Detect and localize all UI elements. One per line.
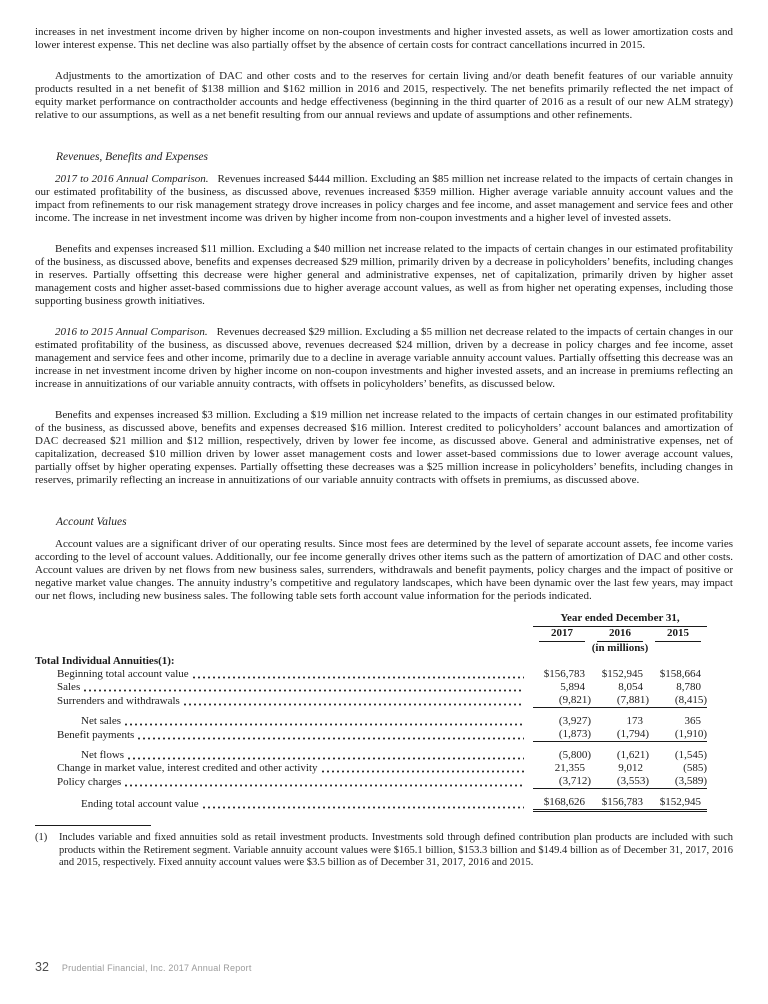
intro-paragraph: Adjustments to the amortization of DAC and other costs and to the reserves for certain living and/or death benefit features of our variable annuity products resulted in a net benefit of $138 million and $162 million in 2016 and 2015, respectively. The net benefits primarily reflected the net impact of equity market performance on contractholder accounts and hedge effectiveness (beginning in the third quarter of 2016 as a result of our new ALM strategy) relative to our assumptions, as well as a net benefit resulting from our annual reviews and update of assumptions and other refinements. [35, 70, 733, 121]
page-number: 32 [35, 960, 49, 974]
dot-leader [193, 676, 524, 679]
table-group-label-row [35, 655, 707, 668]
footnote-marker: (1) [35, 832, 48, 843]
year-column-header: 2015 [649, 627, 707, 642]
table-units-row [35, 642, 707, 655]
table-value-cell: 365 [684, 715, 701, 727]
table-row-label: Beginning total account value [35, 668, 533, 681]
dot-leader [184, 703, 524, 706]
table-value-cell: (1,873) [533, 728, 591, 742]
table-row [35, 775, 707, 789]
table-value-cell: (3,712) [533, 775, 591, 789]
table-row-label: Change in market value, interest credited and other activity [35, 762, 533, 775]
table-row-label: Sales [35, 681, 533, 694]
year-column-header: 2017 [533, 627, 591, 642]
account-values-table [35, 612, 707, 812]
year-column-header: 2016 [591, 627, 649, 642]
table-value-cell: (1,545) [674, 749, 707, 761]
table-value-cell: $158,664 [659, 668, 701, 680]
paragraph-text: Revenues decreased $29 million. Excluding a $5 million net decrease related to the impacts of certain changes in our estimated profitability of the business, as discussed above, revenues decreased $24 million, driven by a decrease in policy charges and fee income, asset management and service fees and other income, primarily due to a decline in average variable annuity account values. Partially offsetting this decrease was an increase in net investment income driven by higher income on non-coupon investments and higher invested assets, and an increase in premiums reflecting an increase in annuitizations of our variable annuity contracts, with offsets in policyholders’ benefits, as discussed below. [35, 326, 734, 390]
paragraph-2017-2016-comparison [35, 173, 733, 225]
paragraph-text: Revenues increased $444 million. Excluding an $85 million net increase related to the impacts of certain changes in our estimated profitability of the business, as discussed above, revenues increased $359 million. Higher average variable annuity account values and the impact from refinements to our risk management strategy drove increases in policy charges and fee income, and asset management and service fees and other income. The increase in net investment income was driven by higher income from non-coupon investments and a higher level of invested assets. [35, 173, 734, 224]
table-value-cell: (1,794) [591, 728, 649, 742]
paragraph-text: Benefits and expenses increased $3 million. Excluding a $19 million net increase related to the impacts of certain changes in our estimated profitability of the business, as discussed above, benefits and expenses decreased $16 million. Interest credited to policyholders’ account balances and amortization of DAC decreased $21 million and $12 million, respectively, driven by lower fee income, as discussed above. General and administrative expenses, net of capitalization, decreased $10 million driven by lower asset management costs and lower asset-based commissions due to lower average account values, partially offset by higher operating expenses. Partially offsetting these decreases was a $25 million increase in policyholders’ benefits, including changes in reserves, primarily reflecting an increase in annuitizations of our variable annuity contracts with offsets in premiums, as discussed above. [35, 409, 733, 486]
intro-paragraph: increases in net investment income driven by higher income on non-coupon investments and higher invested assets, as well as lower amortization costs and lower interest expense. This net decline was also partially offset by the absence of certain costs for contract cancellations incurred in 2015. [35, 26, 733, 51]
account-values-table-wrap [35, 612, 733, 812]
paragraph-2016-2015-comparison [35, 326, 733, 391]
table-value-cell: 8,780 [676, 681, 701, 693]
paragraph-lead: 2017 to 2016 Annual Comparison. [55, 173, 209, 185]
table-header-years-row [35, 627, 707, 642]
table-value-cell: (3,553) [591, 775, 649, 789]
table-value-cell: (1,621) [616, 749, 649, 761]
paragraph-benefits-expenses-2016 [35, 409, 733, 487]
table-value-cell: (3,927) [558, 715, 591, 727]
dot-leader [125, 723, 524, 726]
table-row [35, 762, 707, 775]
table-row [35, 681, 707, 694]
table-row [35, 668, 707, 681]
table-header-period-row [35, 612, 707, 627]
table-row [35, 694, 707, 708]
table-value-cell: $168,626 [533, 789, 591, 811]
paragraph-text: Account values are a significant driver of our operating results. Since most fees are determined by the level of separate account assets, fee income varies according to the level of account values. Additionally, our fee income generally drives other items such as the pattern of amortization of DAC and other costs. Account values are driven by net flows from new business sales, surrenders, withdrawals and benefit payments, policy charges and the impact of positive or negative market value changes. The annuity industry’s competitive and regulatory landscapes, which have been dynamic over the last few years, may impact our net flows, including new business sales. The following table sets forth account value information for the periods indicated. [35, 538, 733, 602]
account-table-body [35, 612, 707, 811]
table-value-cell: (3,589) [649, 775, 707, 789]
footer-report-title: Prudential Financial, Inc. 2017 Annual Report [61, 963, 252, 973]
table-row-label: Policy charges [35, 775, 533, 789]
table-value-cell: 8,054 [618, 681, 643, 693]
table-value-cell: (7,881) [591, 694, 649, 708]
page-footer [35, 960, 733, 974]
table-value-cell: (1,910) [649, 728, 707, 742]
table-value-cell: 5,894 [560, 681, 585, 693]
table-row [35, 728, 707, 742]
paragraph-benefits-expenses-2017 [35, 243, 733, 308]
paragraph-text: Benefits and expenses increased $11 million. Excluding a $40 million net increase related to the impacts of certain changes in our estimated profitability of the business, as discussed above, benefits and expenses decreased $29 million, primarily driven by a decrease in policyholders’ benefits, including changes in reserves. Partially offsetting this decrease were higher general and administrative expenses, net of capitalization, primarily driven by higher asset management costs and higher asset-based commissions due to higher average account values, as well as from higher net operating expenses, including those supporting business growth initiatives. [35, 243, 733, 307]
table-value-cell: $156,783 [591, 789, 649, 811]
table-row [35, 708, 707, 729]
dot-leader [125, 784, 524, 787]
dot-leader [322, 770, 524, 773]
table-value-cell: (9,821) [533, 694, 591, 708]
dot-leader [138, 737, 524, 740]
dot-leader [128, 757, 524, 760]
paragraph-account-values [35, 538, 733, 603]
table-value-cell: (585) [683, 762, 707, 774]
page-content [35, 26, 733, 870]
footnote-rule [35, 825, 151, 826]
paragraph-lead: 2016 to 2015 Annual Comparison. [55, 326, 208, 338]
table-value-cell: 173 [626, 715, 643, 727]
table-group-label: Total Individual Annuities(1): [35, 655, 175, 667]
table-row-label: Benefit payments [35, 728, 533, 742]
table-value-cell: $152,945 [649, 789, 707, 811]
table-value-cell: $152,945 [601, 668, 643, 680]
section-heading-account-values: Account Values [56, 516, 127, 528]
table-value-cell: 9,012 [618, 762, 643, 774]
table-value-cell: 21,355 [554, 762, 585, 774]
table-row-label: Net flows [35, 742, 533, 763]
table-row-label: Surrenders and withdrawals [35, 694, 533, 708]
table-row [35, 742, 707, 763]
dot-leader [203, 806, 524, 809]
section-heading-revenues-benefits-expenses: Revenues, Benefits and Expenses [56, 151, 208, 163]
table-row [35, 789, 707, 811]
table-value-cell: $156,783 [543, 668, 585, 680]
table-value-cell: (8,415) [649, 694, 707, 708]
footnote [35, 825, 733, 870]
table-row-label: Net sales [35, 708, 533, 729]
table-row-label: Ending total account value [35, 789, 533, 811]
footnote-text-block [35, 832, 733, 870]
table-units-label: (in millions) [591, 642, 649, 654]
table-period-title: Year ended December 31, [533, 612, 707, 627]
table-value-cell: (5,800) [558, 749, 591, 761]
dot-leader [84, 689, 524, 692]
footnote-text: Includes variable and fixed annuities sold as retail investment products. Investments sold through defined contribution plan products are included with such products within the Retirement segment. Variable annuity account values were $165.1 billion, $153.3 billion and $149.4 billion as of December 31, 2017, 2016 and 2015, respectively. Fixed annuity account values were $3.5 billion as of December 31, 2017, 2016 and 2015. [59, 832, 733, 868]
